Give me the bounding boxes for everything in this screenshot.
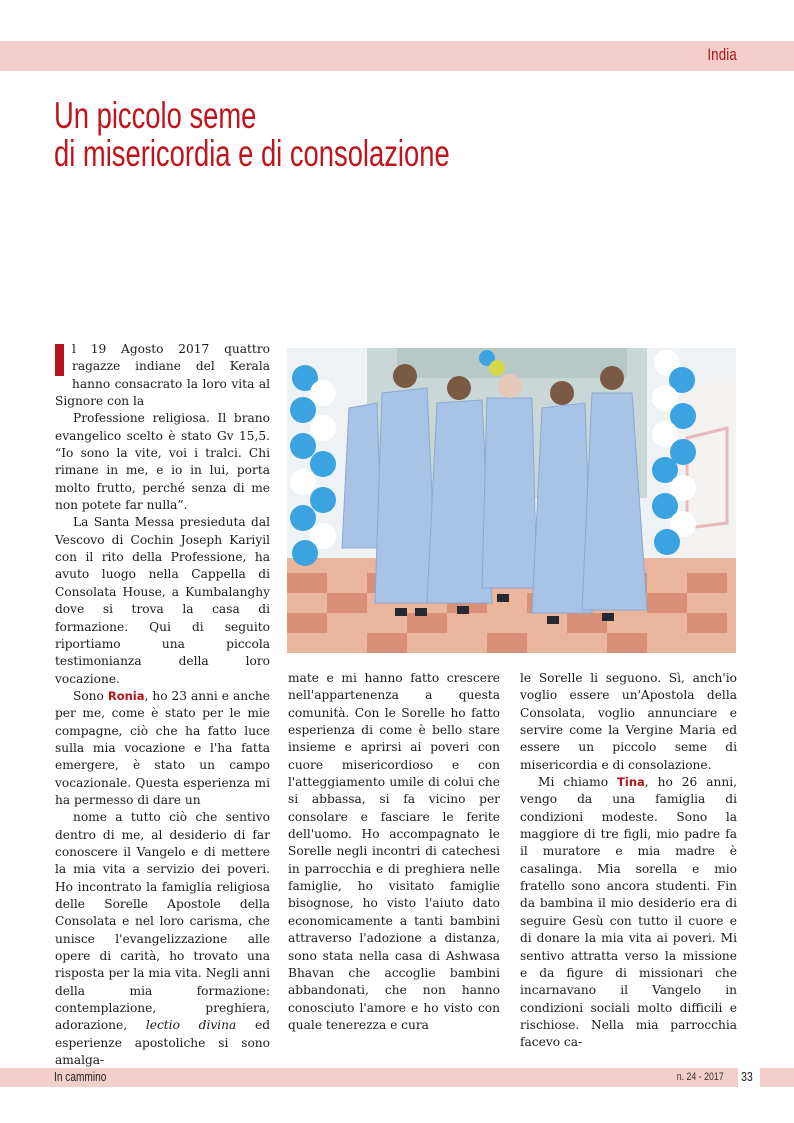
title-line-2: di misericordia e di consolazione <box>54 133 450 174</box>
paragraph-text: , ho 26 anni, vengo da una famiglia di condizioni modeste. Sono la maggiore di tre figli, mio padre fa il muratore e mia madre è casalinga. Mia sorella e mio fratello sono ancora studenti. Fin da bambina il mio desiderio era di seguire Gesù con tutto il cuore e di donare la mia vita ai poveri. Mi sentivo attratta verso la missione e da figure di missionari che incarnavano il Vangelo in condizioni sociali molto difficili e rischiose. Nella mia parrocchia facevo ca- <box>520 775 737 1050</box>
issue-number: n. 24 - 2017 <box>677 1071 724 1083</box>
text-column-1 <box>55 341 270 1069</box>
magazine-name: In cammino <box>54 1069 107 1084</box>
text-column-3 <box>520 670 737 1052</box>
paragraph <box>55 688 270 809</box>
paragraph-text: Mi chiamo <box>538 775 618 790</box>
article-photo <box>287 348 736 653</box>
paragraph <box>520 774 737 1052</box>
section-label: India <box>707 45 737 64</box>
page-number: 33 <box>741 1069 753 1084</box>
drop-cap <box>55 344 64 376</box>
paragraph: Professione religiosa. Il brano evangelico scelto è stato Gv 15,5. “Io sono la vite, voi i tralci. Chi rimane in me, e io in lui, porta molto frutto, perché senza di me non potete far nulla”. <box>55 411 270 513</box>
text-column-2 <box>288 670 500 1034</box>
italic-term: lectio divina <box>145 1018 237 1033</box>
title-line-1: Un piccolo seme <box>54 95 257 136</box>
paragraph-text: ed esperienze apostoliche si sono amalga- <box>55 1018 271 1068</box>
article-title <box>54 97 450 173</box>
paragraph: mate e mi hanno fatto crescere nell'appartenenza a questa comunità. Con le Sorelle ho fatto esperienza di come è bello stare insieme e aprirsi ai poveri con cuore misericordioso e con l'atteggiamento umile di colui che si abbassa, si fa vicino per consolare e fasciare le ferite dell'uomo. Ho accompagnato le Sorelle negli incontri di catechesi in parrocchia e di preghiera nelle famiglie, ho visitato famiglie bisognose, ho visto l'aiuto dato economicamente a tanti bambini attraverso l'adozione a distanza, sono stata nella casa di Ashwasa Bhavan che accoglie bambini abbandonati, che non hanno conosciuto l'amore e ho visto con quale tenerezza e cura <box>288 671 500 1032</box>
header-band <box>0 41 794 71</box>
paragraph: La Santa Messa presieduta dal Vescovo di Cochin Joseph Kariyil con il rito della Professione, ha avuto luogo nella Cappella di Consolata House, a Kumbalanghy dove si trova la casa di formazione. Qui di seguito riportiamo una piccola testimonianza della loro vocazione. <box>55 515 270 686</box>
paragraph-text: Sono <box>73 688 108 703</box>
photo-sisters-group <box>287 348 736 653</box>
paragraph <box>55 341 270 410</box>
paragraph-text: nome a tutto ciò che sentivo dentro di me, al desiderio di far conoscere il Vangelo e di mettere la mia vita a servizio dei poveri. Ho incontrato la famiglia religiosa delle Sorelle Apostole della Consolata e nel loro carisma, che unisce l'evangelizzazione alle opere di carità, ho trovato una risposta per la mia vita. Negli anni della mia formazione: contemplazione, preghiera, adorazione, <box>55 810 270 1033</box>
paragraph: le Sorelle li seguono. Sì, anch'io voglio essere un'Apostola della Consolata, voglio annunciare e servire come la Vergine Maria ed essere un piccolo seme di misericordia e di consolazione. <box>520 671 737 772</box>
paragraph-text: l 19 Agosto 2017 quattro ragazze indiane del Kerala hanno consacrato la loro vita al Signore con la <box>55 342 270 409</box>
paragraph <box>55 809 270 1069</box>
paragraph-text: , ho 23 anni e anche per me, come è stato per le mie compagne, ciò che ha fatto luce sulla mia vocazione e l'ha fatta emergere, è stato un campo vocazionale. Questa esperienza mi ha permesso di dare un <box>55 688 270 807</box>
footer-band <box>0 1068 794 1087</box>
person-name-highlight: Ronia <box>107 688 145 703</box>
person-name-highlight: Tina <box>617 775 645 790</box>
